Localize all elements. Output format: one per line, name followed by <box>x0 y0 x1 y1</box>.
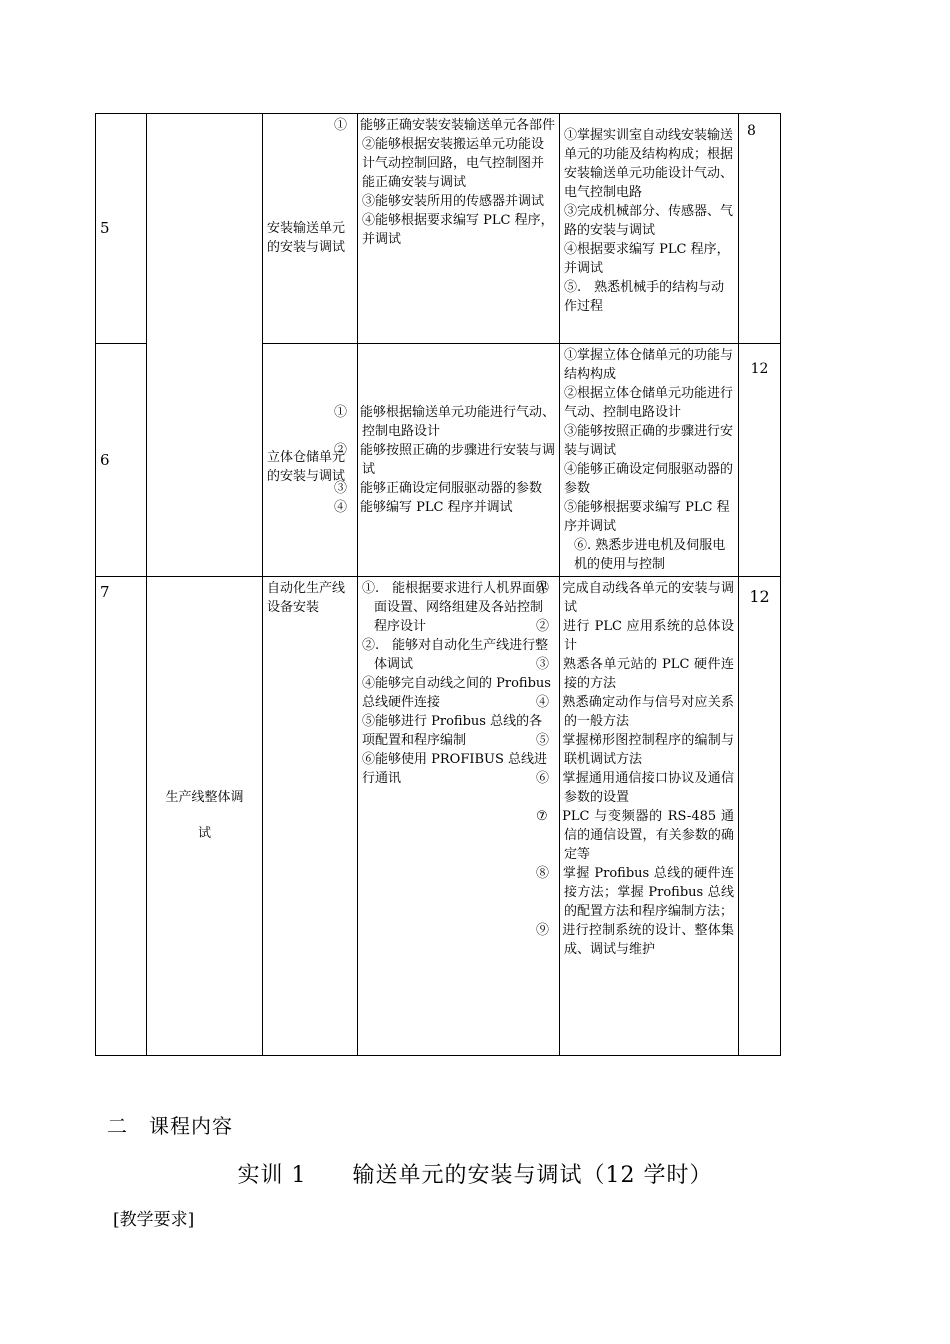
list-item: ⑤. 熟悉机械手的结构与动作过程 <box>564 280 725 314</box>
list-item: ⑧ 掌握 Profibus 总线的硬件连接方法；掌握 Profibus 总线的配置方法和程序编制方法； <box>536 866 734 919</box>
list-item: ⑤能够根据要求编写 PLC 程序并调试 <box>564 500 730 534</box>
project-cell <box>147 577 263 1056</box>
teaching-requirements-label: [教学要求] <box>113 1210 195 1230</box>
abilities-cell <box>334 114 560 344</box>
list-item: ②根据立体仓储单元功能进行气动、控制电路设计 <box>564 386 734 420</box>
list-item: ④ 能够编写 PLC 程序并调试 <box>334 500 513 515</box>
list-item: ④能够根据要求编写 PLC 程序，并调试 <box>362 213 554 247</box>
list-item: ②能够根据安装搬运单元功能设计气动控制回路，电气控制图并能正确安装与调试 <box>362 137 545 190</box>
knowledge-cell <box>560 114 739 344</box>
module-title-text: 立体仓储单元的安装与调试 <box>267 450 346 484</box>
list-item: ④能够完自动线之间的 Profibus 总线硬件连接 <box>362 676 551 710</box>
project-cell-empty <box>147 114 263 577</box>
knowledge-cell <box>536 577 739 1056</box>
hours-cell: 8 <box>739 114 781 344</box>
knowledge-cell <box>560 344 739 577</box>
hours-cell: 12 <box>739 577 781 1056</box>
list-item: ③能够安装所用的传感器并调试 <box>362 194 545 209</box>
project-name <box>151 780 258 852</box>
list-item: ⑨ 进行控制系统的设计、整体集成、调试与维护 <box>536 923 734 957</box>
module-title-text: 安装输送单元的安装与调试 <box>267 220 346 255</box>
hours-cell: 12 <box>739 344 781 577</box>
list-item: ④能够正确设定伺服驱动器的参数 <box>564 462 734 496</box>
list-item: ③能够按照正确的步骤进行安装与调试 <box>564 424 734 458</box>
list-item: ⑥ 掌握通用通信接口协议及通信参数的设置 <box>536 771 734 805</box>
list-item: ③完成机械部分、传感器、气路的安装与调试 <box>564 204 734 238</box>
list-item: ⑥. 熟悉步进电机及伺服电机的使用与控制 <box>574 538 726 572</box>
row-number: 6 <box>96 344 147 577</box>
project-name-line: 试 <box>197 826 211 841</box>
list-item: ②. 能够对自动化生产线进行整体调试 <box>362 638 549 672</box>
list-item: ⑥能够使用 PROFIBUS 总线进行通讯 <box>362 752 548 786</box>
list-item: ⑦ PLC 与变频器的 RS-485 通信的通信设置，有关参数的确定等 <box>536 809 734 862</box>
list-item: ①掌握立体仓储单元的功能与结构构成 <box>564 348 734 382</box>
module-title <box>263 344 358 577</box>
course-table <box>95 113 781 1056</box>
list-item: ③ 能够正确设定伺服驱动器的参数 <box>334 481 543 496</box>
module-title: 自动化生产线设备安装 <box>263 577 358 1056</box>
list-item: ① 能够正确安装安装输送单元各部件 <box>334 118 556 133</box>
list-item: ③ 熟悉各单元站的 PLC 硬件连接的方法 <box>536 657 734 691</box>
lesson-title: 实训 1 输送单元的安装与调试（12 学时） <box>237 1163 713 1188</box>
module-title <box>263 114 358 344</box>
list-item: ④ 熟悉确定动作与信号对应关系的一般方法 <box>536 695 734 729</box>
row-number: 5 <box>96 114 147 344</box>
table-row <box>96 114 781 344</box>
section-heading: 二 课程内容 <box>107 1114 233 1138</box>
list-item: ⑤能够进行 Profibus 总线的各项配置和程序编制 <box>362 714 543 748</box>
abilities-cell <box>358 577 560 1056</box>
project-name-line: 生产线整体调 <box>165 790 244 805</box>
list-item: ② 能够按照正确的步骤进行安装与调试 <box>334 443 556 477</box>
list-item: ② 进行 PLC 应用系统的总体设计 <box>536 619 734 653</box>
list-item: ① 完成自动线各单元的安装与调试 <box>536 581 734 615</box>
table-row <box>96 577 781 1056</box>
row-number: 7 <box>96 577 147 1056</box>
abilities-cell <box>334 344 560 577</box>
list-item: ⑤ 掌握梯形图控制程序的编制与联机调试方法 <box>536 733 734 767</box>
list-item: ①掌握实训室自动线安装输送单元的功能及结构构成；根据安装输送单元功能设计气动、电气控制电路 <box>564 128 734 200</box>
list-item: ① 能够根据输送单元功能进行气动、控制电路设计 <box>334 405 556 439</box>
list-item: ④根据要求编写 PLC 程序，并调试 <box>564 242 730 276</box>
list-item: ①. 能根据要求进行人机界面界面设置、网络组建及各站控制程序设计 <box>362 581 549 634</box>
